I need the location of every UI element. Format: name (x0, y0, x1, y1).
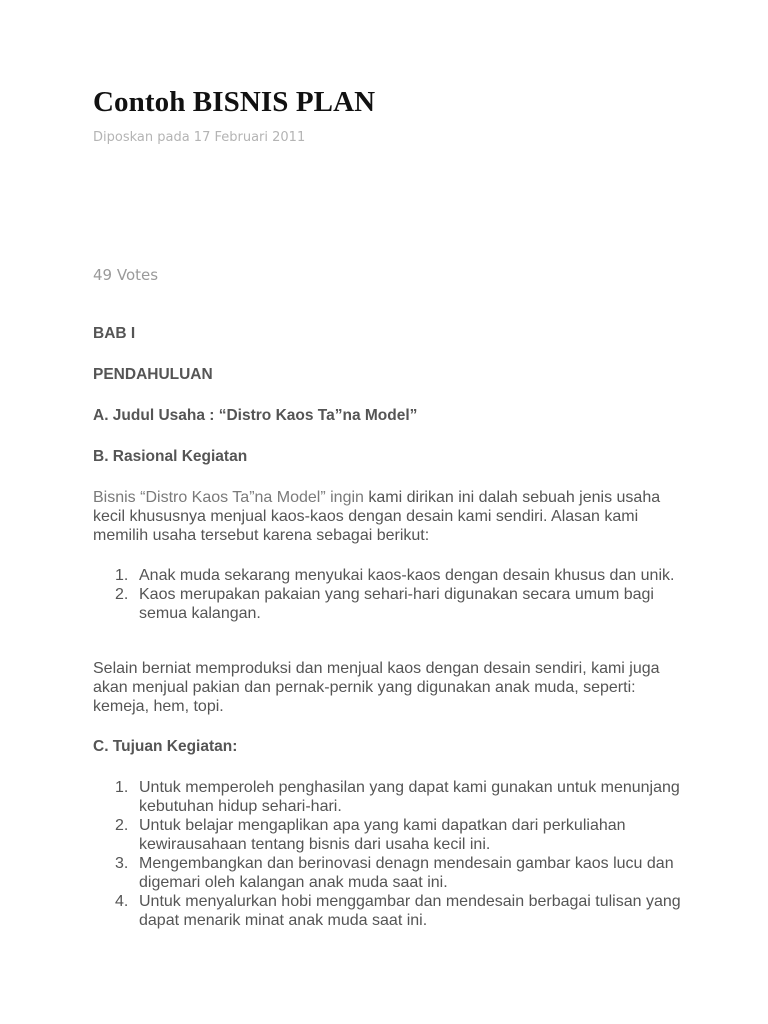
list-item (93, 854, 683, 892)
list-item-text: Untuk menyalurkan hobi menggambar dan mendesain berbagai tulisan yang dapat menarik minat anak muda saat ini. (139, 893, 681, 929)
list-item-text: Anak muda sekarang menyukai kaos-kaos dengan desain khusus dan unik. (139, 567, 675, 584)
list-item-number: 1. (115, 567, 129, 584)
goals-heading: C. Tujuan Kegiatan: (93, 738, 238, 755)
list-item-text: Untuk belajar mengaplikan apa yang kami dapatkan dari perkuliahan kewirausahaan tentang bisnis dari usaha kecil ini. (139, 817, 626, 853)
post-date: Diposkan pada 17 Februari 2011 (93, 130, 306, 145)
intro-paragraph (93, 488, 683, 545)
reasons-list (93, 566, 683, 623)
business-title-heading: A. Judul Usaha : “Distro Kaos Ta”na Model” (93, 407, 418, 424)
vote-count: 49 Votes (93, 266, 159, 284)
list-item-number: 4. (115, 893, 129, 910)
list-item (93, 892, 683, 930)
intro-rest-text: kami dirikan ini dalah sebuah jenis usaha kecil khususnya menjual kaos-kaos dengan desain kami sendiri. Alasan kami memilih usaha tersebut karena sebagai berikut: (93, 489, 661, 544)
list-item (93, 816, 683, 854)
chapter-heading: BAB I (93, 325, 136, 342)
rationale-heading: B. Rasional Kegiatan (93, 448, 248, 465)
list-item (93, 566, 683, 585)
goals-list (93, 778, 683, 930)
list-item-text: Kaos merupakan pakaian yang sehari-hari digunakan secara umum bagi semua kalangan. (139, 586, 654, 622)
list-item-number: 2. (115, 586, 129, 603)
list-item-text: Untuk memperoleh penghasilan yang dapat kami gunakan untuk menunjang kebutuhan hidup sehari-hari. (139, 779, 680, 815)
list-item-number: 1. (115, 779, 129, 796)
list-item (93, 585, 683, 623)
additional-products-paragraph: Selain berniat memproduksi dan menjual kaos dengan desain sendiri, kami juga akan menjual pakian dan pernak-pernik yang digunakan anak muda, seperti: kemeja, hem, topi. (93, 660, 660, 715)
page-title: Contoh BISNIS PLAN (93, 86, 376, 118)
intro-lead-text: Bisnis “Distro Kaos Ta”na Model” ingin (93, 489, 364, 506)
list-item-number: 2. (115, 817, 129, 834)
list-item-text: Mengembangkan dan berinovasi denagn mendesain gambar kaos lucu dan digemari oleh kalangan anak muda saat ini. (139, 855, 674, 891)
list-item (93, 778, 683, 816)
list-item-number: 3. (115, 855, 129, 872)
section-heading-pendahuluan: PENDAHULUAN (93, 366, 213, 383)
